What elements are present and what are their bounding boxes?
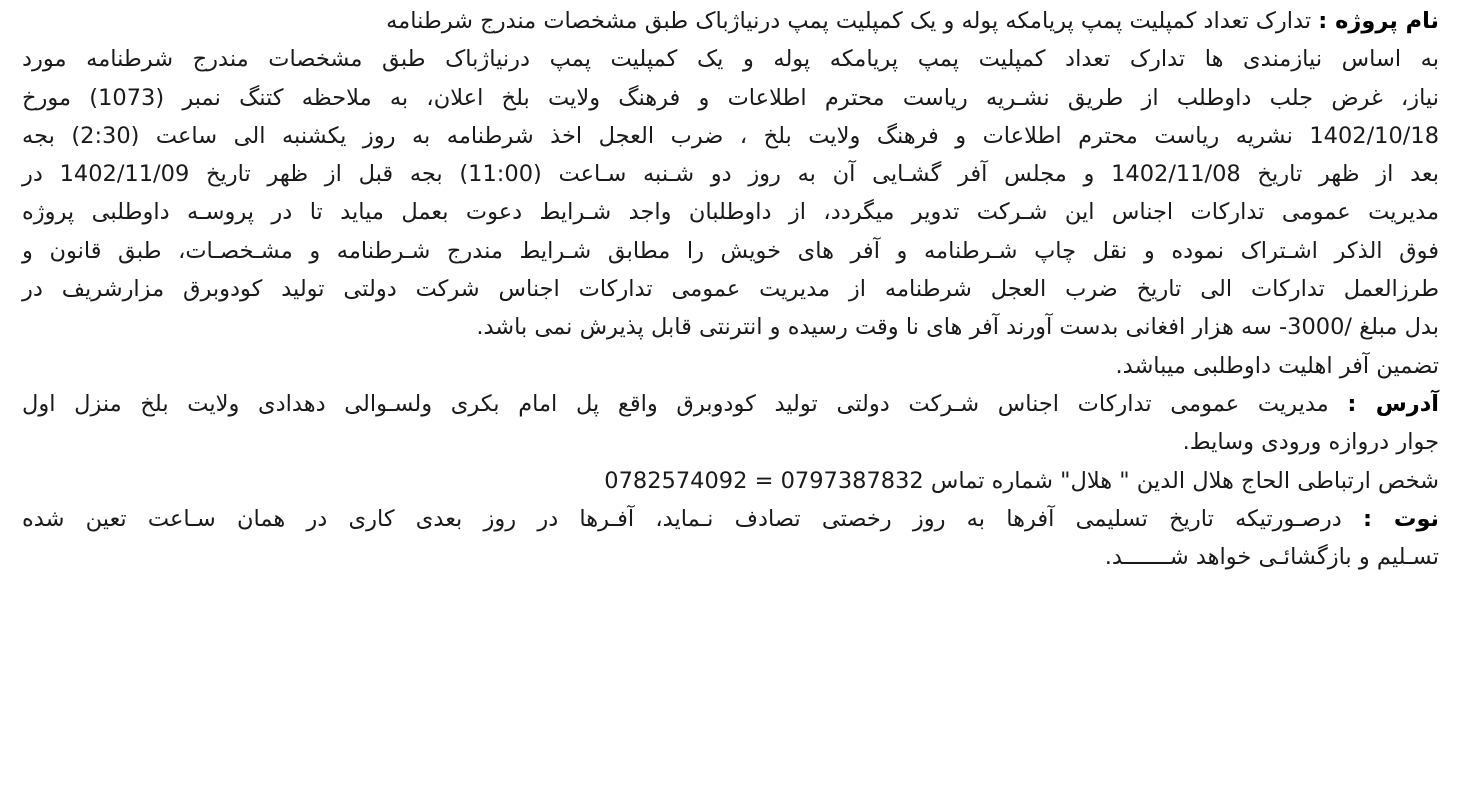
body-line: بعد از ظهر تاریخ 1402/11/08 و مجلس آفر گشـایی آن به روز دو شـنبه سـاعت (11:00) بجه قبل از ظهر تاریخ 1402/11/09 در — [22, 161, 1439, 188]
address-label: آدرس : — [1347, 390, 1439, 417]
body-line: فوق الذکر اشـتراک نموده و نقل چاپ شـرطنامه و آفر های خویش را مطابق شـرایط مندرج شـرطنامه و مشـخصـات، طبق قانون و — [22, 237, 1439, 264]
note-text: درصـورتیکه تاریخ تسلیمی آفرها به روز رخصتی تصادف نـماید، آفـرها در روز بعدی کاری در همان سـاعت تعین شده — [22, 505, 1342, 532]
project-label: نام پروژه : — [1318, 8, 1439, 34]
address-line — [22, 385, 1439, 423]
contact-line: شخص ارتباطی الحاج هلال الدین " هلال" شماره تماس 0797387832 = 0782574092 — [604, 467, 1439, 494]
address-line-continued: جوار دروازه ورودی وسایط. — [1182, 429, 1439, 456]
body-line: به اساس نیازمندی ها تدارک تعداد کمپلیت پمپ پریامکه پوله و یک کمپلیت پمپ درنیاژباک طبق مشخصات مندرج شرطنامه مورد — [22, 46, 1439, 73]
body-line: نیاز، غرض جلب داوطلب از طریق نشـریه ریاست محترم اطلاعات و فرهنگ ولایت بلخ اعلان، به ملاحظه کتنگ نمبر (1073) مورخ — [22, 84, 1439, 111]
body-line: طرزالعمل تدارکات الی تاریخ ضرب العجل شرطنامه از مدیریت عمومی تدارکات اجناس شرکت دولتی تولید کودوبرق مزارشریف در — [22, 276, 1439, 303]
project-text: تدارک تعداد کمپلیت پمپ پریامکه پوله و یک کمپلیت پمپ درنیاژباک طبق مشخصات مندرج شرطنامه — [386, 8, 1312, 34]
body-line: 1402/10/18 نشریه ریاست محترم اطلاعات و فرهنگ ولایت بلخ ، ضرب العجل اخذ شرطنامه به روز یکشنبه الی ساعت (2:30) بجه — [22, 122, 1440, 149]
body-line: بدل مبلغ /3000- سه هزار افغانی بدست آورند آفر های نا وقت رسیده و انترنتی قابل پذیرش نمی باشد. — [476, 314, 1439, 341]
address-text: مدیریت عمومی تدارکات اجناس شـرکت دولتی تولید کودوبرق واقع پل امام بکری ولسـوالی دهدادی ولایت بلخ منزل اول — [22, 390, 1329, 417]
note-label: نوت : — [1362, 505, 1439, 532]
note-line — [22, 500, 1439, 538]
body-line: مدیریت عمومی تدارکات اجناس این شـرکت تدویر میگردد، از داوطلبان واجد شـرایط دعوت بعمل میاید تا در پروسـه داوطلبی پروژه — [22, 199, 1439, 226]
note-line-continued: تسـلیم و بازگشائـی خواهد شـــــــد. — [1104, 544, 1439, 571]
project-line — [22, 2, 1439, 40]
announcement-document — [22, 2, 1439, 795]
guarantee-line: تضمین آفر اهلیت داوطلبی میباشد. — [1115, 352, 1439, 379]
